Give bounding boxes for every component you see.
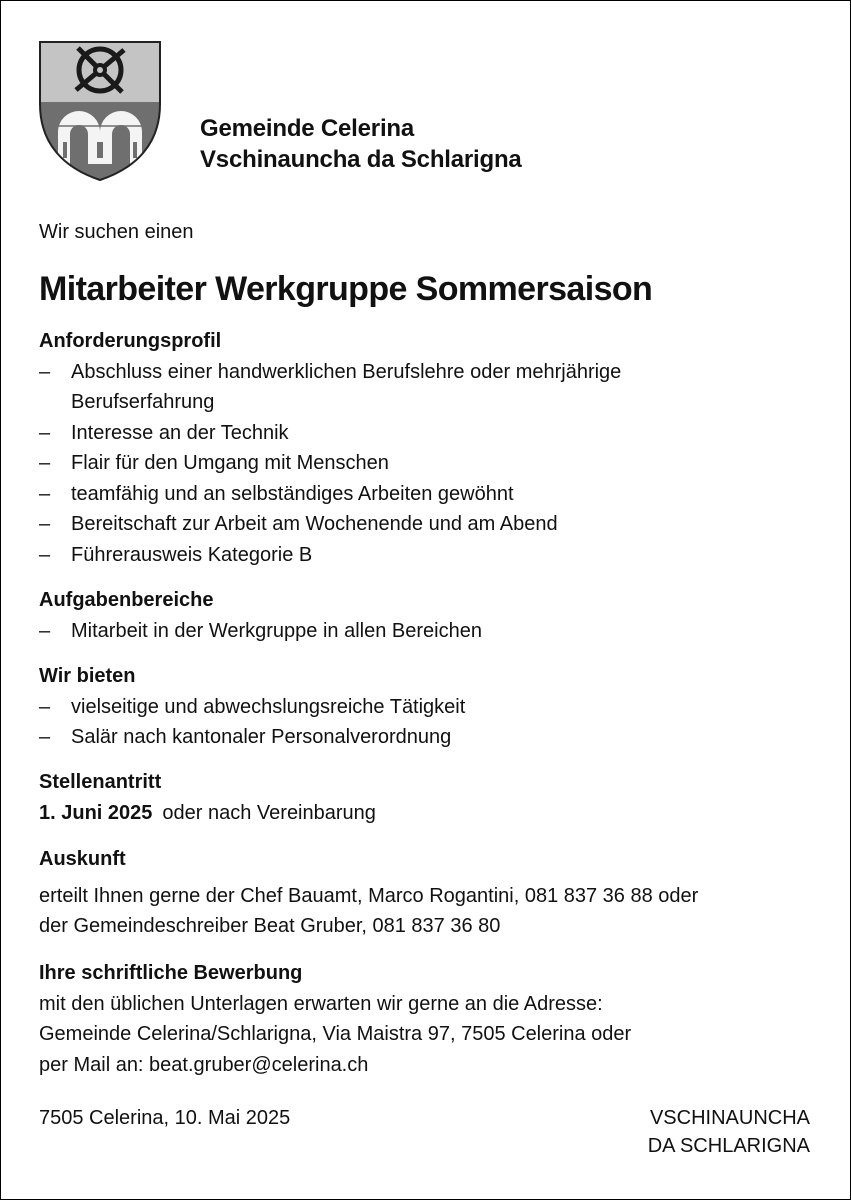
tasks-list [39,616,482,647]
start-line [39,798,376,829]
application-heading: Ihre schriftliche Bewerbung [39,962,303,984]
tasks-heading: Aufgabenbereiche [39,589,214,611]
info-line: der Gemeindeschreiber Beat Gruber, 081 837 36 80 [39,915,501,937]
info-section [39,844,698,942]
requirements-heading: Anforderungsprofil [39,330,222,352]
application-line: per Mail an: beat.gruber@celerina.ch [39,1053,369,1076]
organization-name [200,113,522,175]
info-heading: Auskunft [39,848,126,870]
requirements-section [39,326,751,570]
task-item: – Mitarbeit in der Werkgruppe in allen Bereichen [39,616,482,647]
offer-heading: Wir bieten [39,665,136,687]
requirements-list [39,357,751,571]
org-name-german: Gemeinde Celerina [200,115,415,142]
requirement-item: – Abschluss einer handwerklichen Berufslehre oder mehrjährige Berufserfahrung [39,357,751,418]
requirement-item: – Interesse an der Technik [39,418,751,449]
start-heading: Stellenantritt [39,771,162,793]
place-and-date: 7505 Celerina, 10. Mai 2025 [39,1107,291,1129]
signature-line: DA SCHLARIGNA [647,1135,810,1157]
offer-section [39,661,465,753]
requirement-item: – teamfähig und an selbständiges Arbeiten gewöhnt [39,479,751,510]
offer-list [39,692,465,753]
application-section [39,958,631,1080]
signature-block [648,1104,810,1160]
start-note: oder nach Vereinbarung [162,801,376,824]
tasks-section [39,585,482,646]
job-title: Mitarbeiter Werkgruppe Sommersaison [39,270,653,308]
start-date: 1. Juni 2025 [39,801,153,824]
offer-item: – Salär nach kantonaler Personalverordnung [39,722,465,753]
offer-item: – vielseitige und abwechslungsreiche Tätigkeit [39,692,465,723]
signature-line: VSCHINAUNCHA [649,1107,810,1129]
application-line: mit den üblichen Unterlagen erwarten wir gerne an die Adresse: [39,992,603,1015]
intro-text: Wir suchen einen [39,221,194,243]
coat-of-arms-icon [38,40,162,182]
requirement-item: – Führerausweis Kategorie B [39,540,751,571]
info-line: erteilt Ihnen gerne der Chef Bauamt, Marco Rogantini, 081 837 36 88 oder [39,884,699,907]
requirement-item: – Flair für den Umgang mit Menschen [39,448,751,479]
start-section [39,767,376,828]
org-name-romansh: Vschinauncha da Schlarigna [200,146,522,173]
requirement-item: – Bereitschaft zur Arbeit am Wochenende und am Abend [39,509,751,540]
application-line: Gemeinde Celerina/Schlarigna, Via Maistra 97, 7505 Celerina oder [39,1023,632,1045]
